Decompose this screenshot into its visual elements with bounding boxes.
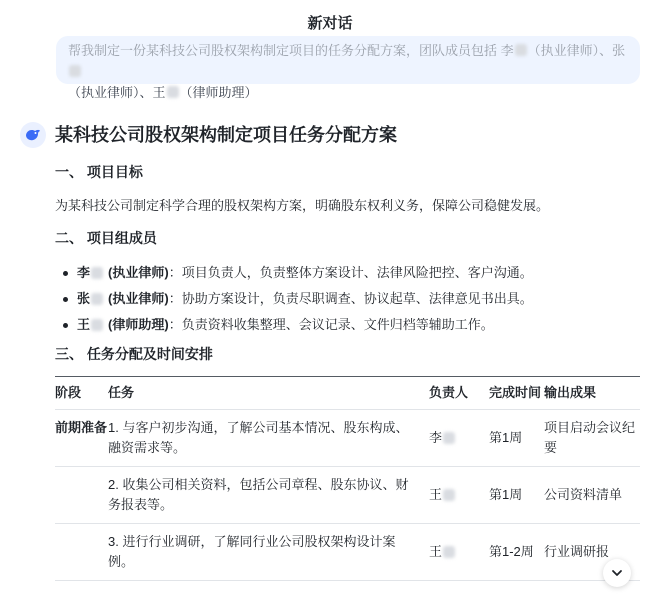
- task-cell: 1. 与客户初步沟通，了解公司基本情况、股东构成、融资需求等。: [108, 420, 409, 455]
- redacted-name: [91, 267, 103, 279]
- column-header: 完成时间: [489, 385, 542, 400]
- column-header: 负责人: [429, 385, 469, 400]
- user-message-bubble: [56, 36, 640, 100]
- member-name: 张: [77, 291, 91, 306]
- redacted-name: [443, 432, 455, 444]
- time-cell: 第1周: [489, 430, 523, 445]
- output-cell: 公司资料清单: [544, 487, 623, 502]
- member-description: ：协助方案设计，负责尽职调查、协议起草、法律意见书出具。: [168, 291, 533, 306]
- redacted-name: [443, 546, 455, 558]
- member-name: 王: [77, 317, 91, 332]
- column-header: 任务: [108, 385, 135, 400]
- owner-name: 王: [429, 544, 443, 559]
- task-cell: 3. 进行行业调研，了解同行业公司股权架构设计案例。: [108, 534, 396, 569]
- member-description: ：负责资料收集整理、会议记录、文件归档等辅助工作。: [168, 317, 494, 332]
- member-role: (执业律师): [108, 291, 169, 306]
- page-title: 新对话: [307, 14, 353, 32]
- owner-name: 李: [429, 430, 443, 445]
- table-row: [55, 410, 640, 467]
- bullet: [63, 297, 68, 302]
- member-role: (执业律师): [108, 265, 169, 280]
- member-role: (律师助理): [108, 317, 169, 332]
- section-text: 为某科技公司制定科学合理的股权架构方案，明确股东权利义务，保障公司稳健发展。: [55, 198, 550, 213]
- redacted-name: [167, 86, 179, 98]
- task-cell: 2. 收集公司相关资料，包括公司章程、股东协议、财务报表等。: [108, 477, 409, 512]
- table-row: [55, 467, 640, 524]
- redacted-name: [443, 489, 455, 501]
- section-heading: 二、 项目组成员: [55, 230, 157, 246]
- time-cell: 第1-2周: [489, 544, 534, 559]
- user-message-text-faded: 帮我制定一份某科技公司股权架构制定项目的任务分配方案，团队成员包括 李: [68, 43, 514, 58]
- output-cell: 行业调研报: [544, 544, 610, 559]
- section-heading: 一、 项目目标: [55, 164, 143, 180]
- list-item: [63, 286, 640, 312]
- bot-logo-icon: [24, 126, 42, 144]
- assistant-avatar: [20, 122, 46, 148]
- redacted-name: [91, 319, 103, 331]
- user-message-text: （执业律师）、王: [68, 85, 166, 100]
- table-header-row: [55, 377, 640, 410]
- redacted-name: [69, 65, 81, 77]
- owner-cell: [429, 475, 489, 515]
- bullet: [63, 271, 68, 276]
- stage-cell: 前期准备: [55, 420, 108, 435]
- member-name: 李: [77, 265, 91, 280]
- stage-cell: [55, 475, 108, 515]
- document-title: 某科技公司股权架构制定项目任务分配方案: [55, 125, 397, 145]
- time-cell: 第1周: [489, 487, 523, 502]
- redacted-name: [515, 44, 527, 56]
- assistant-answer: [55, 122, 640, 569]
- column-header: 输出成果: [544, 385, 597, 400]
- list-item: [63, 260, 640, 286]
- task-table: [55, 376, 640, 581]
- table-row: [55, 524, 640, 581]
- list-item: [63, 312, 640, 338]
- user-message-text-faded: （执业律师）、张: [527, 43, 626, 58]
- redacted-name: [91, 293, 103, 305]
- member-description: ：项目负责人，负责整体方案设计、法律风险把控、客户沟通。: [168, 265, 533, 280]
- owner-name: 王: [429, 487, 443, 502]
- user-message-text: （律师助理）: [179, 85, 258, 100]
- stage-cell: [55, 532, 108, 572]
- owner-cell: [429, 532, 489, 572]
- owner-cell: [429, 418, 489, 458]
- scroll-to-bottom-button[interactable]: [603, 559, 631, 587]
- chevron-down-icon: [610, 566, 624, 580]
- output-cell: 项目启动会议纪要: [544, 420, 636, 455]
- member-list: [63, 260, 640, 338]
- column-header: 阶段: [55, 385, 82, 400]
- section-heading: 三、 任务分配及时间安排: [55, 346, 213, 362]
- bullet: [63, 323, 68, 328]
